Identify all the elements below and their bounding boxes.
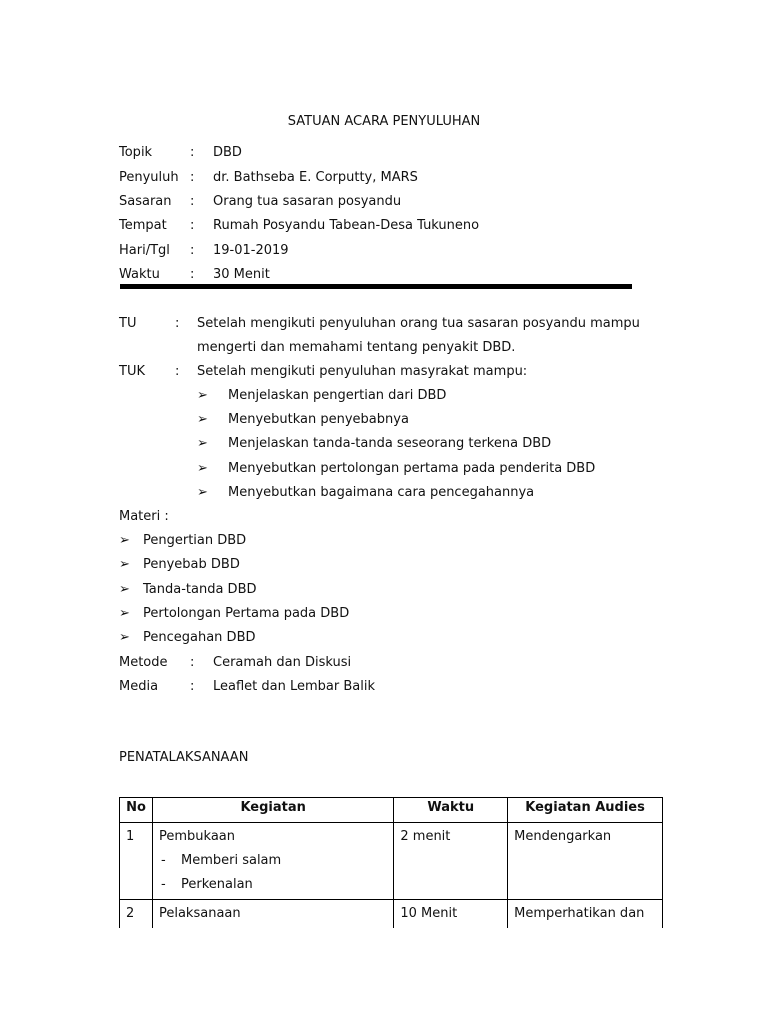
header-label: Hari/Tgl bbox=[119, 243, 170, 258]
subitem-text: Perkenalan bbox=[180, 877, 253, 892]
tuk-item: Menjelaskan tanda-tanda seseorang terkena DBD bbox=[228, 436, 552, 451]
section-title: PENATALAKSANAAN bbox=[119, 750, 249, 765]
arrow-bullet-icon: ➢ bbox=[197, 485, 208, 500]
media-value: Leaflet dan Lembar Balik bbox=[213, 679, 375, 694]
header-colon: : bbox=[190, 170, 195, 185]
materi-item: Pertolongan Pertama pada DBD bbox=[143, 606, 350, 621]
materi-item: Pengertian DBD bbox=[143, 533, 247, 548]
header-colon: : bbox=[190, 267, 195, 282]
metode-label: Metode bbox=[119, 655, 168, 670]
dash-bullet: - bbox=[160, 853, 166, 868]
arrow-bullet-icon: ➢ bbox=[197, 461, 208, 476]
metode-colon: : bbox=[190, 655, 195, 670]
tuk-label: TUK bbox=[119, 364, 145, 379]
arrow-bullet-icon: ➢ bbox=[119, 606, 130, 621]
arrow-bullet-icon: ➢ bbox=[197, 436, 208, 451]
cell-audies: Memperhatikan dan bbox=[508, 900, 663, 929]
cell-kegiatan: Pelaksanaan bbox=[152, 900, 393, 929]
arrow-bullet-icon: ➢ bbox=[119, 582, 130, 597]
table-row bbox=[120, 823, 663, 900]
tuk-intro: Setelah mengikuti penyuluhan masyrakat mampu: bbox=[197, 364, 528, 379]
metode-value: Ceramah dan Diskusi bbox=[213, 655, 352, 670]
arrow-bullet-icon: ➢ bbox=[119, 557, 130, 572]
dash-bullet: - bbox=[160, 877, 166, 892]
column-header: Waktu bbox=[394, 798, 508, 823]
header-colon: : bbox=[190, 145, 195, 160]
materi-item: Pencegahan DBD bbox=[143, 630, 256, 645]
table-header-row bbox=[120, 798, 663, 823]
header-value: 19-01-2019 bbox=[213, 243, 289, 258]
media-label: Media bbox=[119, 679, 159, 694]
header-colon: : bbox=[190, 218, 195, 233]
header-colon: : bbox=[190, 194, 195, 209]
tuk-colon: : bbox=[175, 364, 180, 379]
kegiatan-subitem bbox=[159, 873, 387, 897]
penatalaksanaan-table bbox=[119, 797, 663, 928]
cell-kegiatan bbox=[152, 823, 393, 900]
kegiatan-title: Pembukaan bbox=[158, 829, 235, 844]
header-label: Penyuluh bbox=[119, 170, 179, 185]
materi-item: Penyebab DBD bbox=[143, 557, 240, 572]
table-row bbox=[120, 900, 663, 929]
cell-waktu: 10 Menit bbox=[394, 900, 508, 929]
cell-no: 2 bbox=[120, 900, 153, 929]
column-header: Kegiatan Audies bbox=[508, 798, 663, 823]
tuk-item: Menyebutkan pertolongan pertama pada penderita DBD bbox=[228, 461, 596, 476]
divider-rule bbox=[120, 284, 632, 289]
cell-waktu: 2 menit bbox=[394, 823, 508, 900]
header-value: Rumah Posyandu Tabean-Desa Tukuneno bbox=[213, 218, 480, 233]
tu-text-line2: mengerti dan memahami tentang penyakit DBD. bbox=[197, 340, 516, 355]
header-value: DBD bbox=[213, 145, 242, 160]
arrow-bullet-icon: ➢ bbox=[119, 630, 130, 645]
header-label: Sasaran bbox=[119, 194, 172, 209]
column-header: No bbox=[120, 798, 153, 823]
media-colon: : bbox=[190, 679, 195, 694]
header-colon: : bbox=[190, 243, 195, 258]
header-value: 30 Menit bbox=[213, 267, 270, 282]
materi-label: Materi : bbox=[119, 509, 169, 524]
header-label: Waktu bbox=[119, 267, 160, 282]
tuk-item: Menyebutkan penyebabnya bbox=[228, 412, 409, 427]
tuk-item: Menyebutkan bagaimana cara pencegahannya bbox=[228, 485, 535, 500]
tu-label: TU bbox=[119, 316, 137, 331]
tuk-item: Menjelaskan pengertian dari DBD bbox=[228, 388, 447, 403]
arrow-bullet-icon: ➢ bbox=[119, 533, 130, 548]
cell-audies: Mendengarkan bbox=[508, 823, 663, 900]
column-header: Kegiatan bbox=[152, 798, 393, 823]
header-value: dr. Bathseba E. Corputty, MARS bbox=[213, 170, 418, 185]
materi-item: Tanda-tanda DBD bbox=[143, 582, 257, 597]
kegiatan-subitem bbox=[159, 849, 387, 873]
header-label: Tempat bbox=[119, 218, 167, 233]
page-title: SATUAN ACARA PENYULUHAN bbox=[287, 114, 481, 129]
arrow-bullet-icon: ➢ bbox=[197, 388, 208, 403]
subitem-text: Memberi salam bbox=[180, 853, 282, 868]
tu-text-line1: Setelah mengikuti penyuluhan orang tua sasaran posyandu mampu bbox=[197, 316, 640, 331]
cell-no: 1 bbox=[120, 823, 153, 900]
header-value: Orang tua sasaran posyandu bbox=[213, 194, 402, 209]
header-label: Topik bbox=[119, 145, 153, 160]
tu-colon: : bbox=[175, 316, 180, 331]
arrow-bullet-icon: ➢ bbox=[197, 412, 208, 427]
